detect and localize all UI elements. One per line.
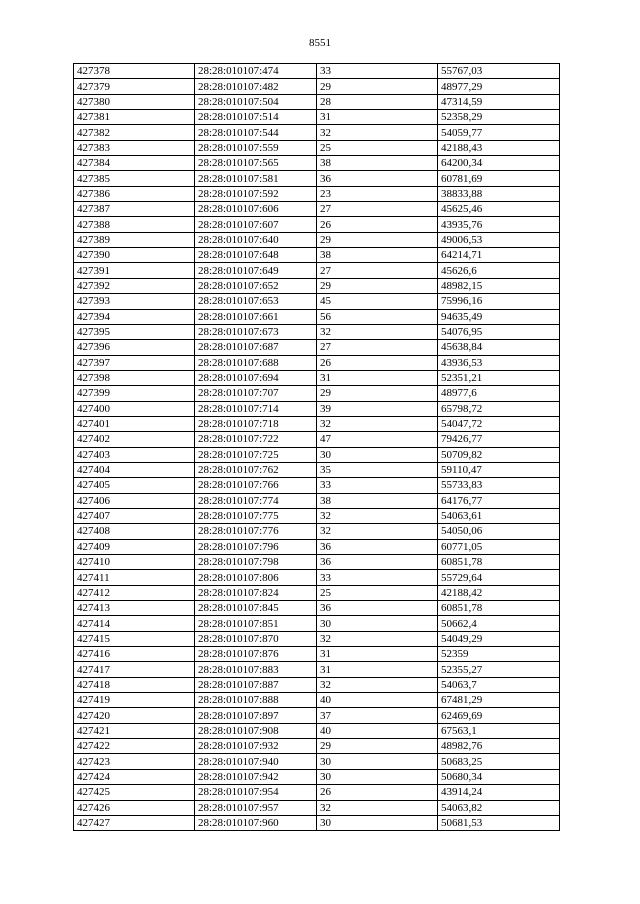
cadastral-number-cell: 28:28:010107:942: [195, 769, 317, 784]
table-row: [74, 263, 560, 278]
cadastral-number-cell: 28:28:010107:718: [195, 416, 317, 431]
area-cell: 31: [317, 662, 438, 677]
cadastral-number-cell: 28:28:010107:851: [195, 616, 317, 631]
area-cell: 31: [317, 647, 438, 662]
cadastral-number-cell: 28:28:010107:653: [195, 294, 317, 309]
value-cell: 52359: [438, 647, 560, 662]
area-cell: 31: [317, 110, 438, 125]
table-row: [74, 815, 560, 830]
row-number-cell: 427404: [74, 462, 195, 477]
value-cell: 52355,27: [438, 662, 560, 677]
row-number-cell: 427385: [74, 171, 195, 186]
value-cell: 94635,49: [438, 309, 560, 324]
area-cell: 29: [317, 79, 438, 94]
value-cell: 75996,16: [438, 294, 560, 309]
cadastral-number-cell: 28:28:010107:661: [195, 309, 317, 324]
table-row: [74, 186, 560, 201]
cadastral-number-cell: 28:28:010107:652: [195, 278, 317, 293]
area-cell: 26: [317, 217, 438, 232]
row-number-cell: 427378: [74, 64, 195, 79]
value-cell: 64176,77: [438, 493, 560, 508]
row-number-cell: 427394: [74, 309, 195, 324]
value-cell: 50662,4: [438, 616, 560, 631]
row-number-cell: 427390: [74, 248, 195, 263]
row-number-cell: 427383: [74, 140, 195, 155]
table-row: [74, 248, 560, 263]
cadastral-number-cell: 28:28:010107:887: [195, 677, 317, 692]
value-cell: 54063,61: [438, 508, 560, 523]
area-cell: 32: [317, 631, 438, 646]
cadastral-number-cell: 28:28:010107:504: [195, 94, 317, 109]
table-row: [74, 769, 560, 784]
table-row: [74, 647, 560, 662]
cadastral-number-cell: 28:28:010107:824: [195, 585, 317, 600]
area-cell: 32: [317, 508, 438, 523]
area-cell: 32: [317, 800, 438, 815]
value-cell: 48982,76: [438, 739, 560, 754]
table-row: [74, 539, 560, 554]
cadastral-number-cell: 28:28:010107:766: [195, 478, 317, 493]
cadastral-number-cell: 28:28:010107:957: [195, 800, 317, 815]
row-number-cell: 427386: [74, 186, 195, 201]
cadastral-number-cell: 28:28:010107:707: [195, 386, 317, 401]
area-cell: 37: [317, 708, 438, 723]
cadastral-number-cell: 28:28:010107:776: [195, 524, 317, 539]
value-cell: 60851,78: [438, 601, 560, 616]
row-number-cell: 427399: [74, 386, 195, 401]
value-cell: 65798,72: [438, 401, 560, 416]
table-row: [74, 693, 560, 708]
row-number-cell: 427408: [74, 524, 195, 539]
row-number-cell: 427397: [74, 355, 195, 370]
value-cell: 43935,76: [438, 217, 560, 232]
table-row: [74, 555, 560, 570]
area-cell: 47: [317, 432, 438, 447]
row-number-cell: 427419: [74, 693, 195, 708]
area-cell: 40: [317, 693, 438, 708]
area-cell: 38: [317, 156, 438, 171]
area-cell: 30: [317, 754, 438, 769]
area-cell: 30: [317, 616, 438, 631]
area-cell: 31: [317, 370, 438, 385]
value-cell: 64200,34: [438, 156, 560, 171]
cadastral-number-cell: 28:28:010107:514: [195, 110, 317, 125]
value-cell: 67481,29: [438, 693, 560, 708]
cadastral-number-cell: 28:28:010107:845: [195, 601, 317, 616]
value-cell: 50681,53: [438, 815, 560, 830]
area-cell: 33: [317, 64, 438, 79]
cadastral-number-cell: 28:28:010107:960: [195, 815, 317, 830]
row-number-cell: 427420: [74, 708, 195, 723]
row-number-cell: 427387: [74, 202, 195, 217]
table-row: [74, 370, 560, 385]
value-cell: 47314,59: [438, 94, 560, 109]
cadastral-number-cell: 28:28:010107:954: [195, 785, 317, 800]
cadastral-number-cell: 28:28:010107:897: [195, 708, 317, 723]
cadastral-number-cell: 28:28:010107:722: [195, 432, 317, 447]
value-cell: 54050,06: [438, 524, 560, 539]
area-cell: 27: [317, 202, 438, 217]
table-row: [74, 601, 560, 616]
table-row: [74, 493, 560, 508]
table-row: [74, 524, 560, 539]
row-number-cell: 427426: [74, 800, 195, 815]
area-cell: 29: [317, 386, 438, 401]
area-cell: 26: [317, 355, 438, 370]
value-cell: 59110,47: [438, 462, 560, 477]
value-cell: 42188,42: [438, 585, 560, 600]
value-cell: 67563,1: [438, 723, 560, 738]
cadastral-number-cell: 28:28:010107:876: [195, 647, 317, 662]
value-cell: 60771,05: [438, 539, 560, 554]
area-cell: 33: [317, 570, 438, 585]
table-row: [74, 294, 560, 309]
area-cell: 36: [317, 555, 438, 570]
cadastral-number-cell: 28:28:010107:581: [195, 171, 317, 186]
area-cell: 32: [317, 677, 438, 692]
cadastral-number-cell: 28:28:010107:798: [195, 555, 317, 570]
row-number-cell: 427403: [74, 447, 195, 462]
row-number-cell: 427395: [74, 324, 195, 339]
table-row: [74, 401, 560, 416]
area-cell: 27: [317, 263, 438, 278]
value-cell: 54063,82: [438, 800, 560, 815]
value-cell: 49006,53: [438, 232, 560, 247]
table-row: [74, 616, 560, 631]
cadastral-number-cell: 28:28:010107:940: [195, 754, 317, 769]
cadastral-number-cell: 28:28:010107:870: [195, 631, 317, 646]
area-cell: 45: [317, 294, 438, 309]
table-row: [74, 723, 560, 738]
page-number: 8551: [309, 37, 331, 49]
value-cell: 43914,24: [438, 785, 560, 800]
row-number-cell: 427381: [74, 110, 195, 125]
row-number-cell: 427414: [74, 616, 195, 631]
table-row: [74, 64, 560, 79]
table-row: [74, 447, 560, 462]
value-cell: 52358,29: [438, 110, 560, 125]
area-cell: 32: [317, 324, 438, 339]
table-row: [74, 140, 560, 155]
row-number-cell: 427396: [74, 340, 195, 355]
value-cell: 55767,03: [438, 64, 560, 79]
cadastral-number-cell: 28:28:010107:888: [195, 693, 317, 708]
row-number-cell: 427405: [74, 478, 195, 493]
value-cell: 50683,25: [438, 754, 560, 769]
row-number-cell: 427418: [74, 677, 195, 692]
value-cell: 54063,7: [438, 677, 560, 692]
row-number-cell: 427379: [74, 79, 195, 94]
table-row: [74, 309, 560, 324]
data-table: [73, 63, 560, 831]
value-cell: 54059,77: [438, 125, 560, 140]
row-number-cell: 427384: [74, 156, 195, 171]
table-row: [74, 355, 560, 370]
area-cell: 30: [317, 447, 438, 462]
area-cell: 40: [317, 723, 438, 738]
table-row: [74, 156, 560, 171]
row-number-cell: 427402: [74, 432, 195, 447]
cadastral-number-cell: 28:28:010107:607: [195, 217, 317, 232]
value-cell: 60851,78: [438, 555, 560, 570]
area-cell: 29: [317, 739, 438, 754]
cadastral-number-cell: 28:28:010107:796: [195, 539, 317, 554]
area-cell: 38: [317, 493, 438, 508]
cadastral-number-cell: 28:28:010107:725: [195, 447, 317, 462]
cadastral-number-cell: 28:28:010107:775: [195, 508, 317, 523]
value-cell: 45626,6: [438, 263, 560, 278]
table-row: [74, 462, 560, 477]
table-row: [74, 94, 560, 109]
table-row: [74, 171, 560, 186]
area-cell: 29: [317, 232, 438, 247]
cadastral-number-cell: 28:28:010107:673: [195, 324, 317, 339]
cadastral-number-cell: 28:28:010107:714: [195, 401, 317, 416]
row-number-cell: 427411: [74, 570, 195, 585]
table-row: [74, 478, 560, 493]
row-number-cell: 427413: [74, 601, 195, 616]
cadastral-number-cell: 28:28:010107:688: [195, 355, 317, 370]
area-cell: 33: [317, 478, 438, 493]
cadastral-number-cell: 28:28:010107:762: [195, 462, 317, 477]
area-cell: 38: [317, 248, 438, 263]
table-row: [74, 432, 560, 447]
value-cell: 50680,34: [438, 769, 560, 784]
cadastral-number-cell: 28:28:010107:687: [195, 340, 317, 355]
value-cell: 42188,43: [438, 140, 560, 155]
value-cell: 55729,64: [438, 570, 560, 585]
table-row: [74, 677, 560, 692]
value-cell: 54047,72: [438, 416, 560, 431]
table-row: [74, 278, 560, 293]
area-cell: 25: [317, 585, 438, 600]
table-row: [74, 570, 560, 585]
area-cell: 30: [317, 769, 438, 784]
table-row: [74, 324, 560, 339]
value-cell: 79426,77: [438, 432, 560, 447]
table-row: [74, 416, 560, 431]
row-number-cell: 427422: [74, 739, 195, 754]
table-row: [74, 125, 560, 140]
area-cell: 23: [317, 186, 438, 201]
row-number-cell: 427382: [74, 125, 195, 140]
row-number-cell: 427398: [74, 370, 195, 385]
area-cell: 25: [317, 140, 438, 155]
row-number-cell: 427380: [74, 94, 195, 109]
area-cell: 30: [317, 815, 438, 830]
row-number-cell: 427389: [74, 232, 195, 247]
table-row: [74, 340, 560, 355]
value-cell: 62469,69: [438, 708, 560, 723]
table-row: [74, 232, 560, 247]
cadastral-number-cell: 28:28:010107:606: [195, 202, 317, 217]
area-cell: 36: [317, 539, 438, 554]
row-number-cell: 427391: [74, 263, 195, 278]
cadastral-number-cell: 28:28:010107:559: [195, 140, 317, 155]
table-row: [74, 631, 560, 646]
table-row: [74, 79, 560, 94]
row-number-cell: 427424: [74, 769, 195, 784]
row-number-cell: 427400: [74, 401, 195, 416]
table-row: [74, 708, 560, 723]
value-cell: 45638,84: [438, 340, 560, 355]
row-number-cell: 427416: [74, 647, 195, 662]
area-cell: 28: [317, 94, 438, 109]
cadastral-number-cell: 28:28:010107:908: [195, 723, 317, 738]
value-cell: 60781,69: [438, 171, 560, 186]
table-row: [74, 739, 560, 754]
row-number-cell: 427409: [74, 539, 195, 554]
row-number-cell: 427415: [74, 631, 195, 646]
area-cell: 29: [317, 278, 438, 293]
cadastral-number-cell: 28:28:010107:640: [195, 232, 317, 247]
area-cell: 32: [317, 524, 438, 539]
row-number-cell: 427423: [74, 754, 195, 769]
area-cell: 36: [317, 171, 438, 186]
table-row: [74, 754, 560, 769]
area-cell: 36: [317, 601, 438, 616]
area-cell: 39: [317, 401, 438, 416]
table-row: [74, 585, 560, 600]
value-cell: 43936,53: [438, 355, 560, 370]
table-row: [74, 110, 560, 125]
row-number-cell: 427412: [74, 585, 195, 600]
row-number-cell: 427401: [74, 416, 195, 431]
value-cell: 54049,29: [438, 631, 560, 646]
table-row: [74, 386, 560, 401]
value-cell: 54076,95: [438, 324, 560, 339]
row-number-cell: 427406: [74, 493, 195, 508]
area-cell: 56: [317, 309, 438, 324]
table-row: [74, 785, 560, 800]
value-cell: 38833,88: [438, 186, 560, 201]
row-number-cell: 427392: [74, 278, 195, 293]
cadastral-number-cell: 28:28:010107:592: [195, 186, 317, 201]
cadastral-number-cell: 28:28:010107:544: [195, 125, 317, 140]
area-cell: 35: [317, 462, 438, 477]
row-number-cell: 427417: [74, 662, 195, 677]
cadastral-number-cell: 28:28:010107:482: [195, 79, 317, 94]
table-row: [74, 217, 560, 232]
value-cell: 50709,82: [438, 447, 560, 462]
cadastral-number-cell: 28:28:010107:774: [195, 493, 317, 508]
area-cell: 27: [317, 340, 438, 355]
value-cell: 55733,83: [438, 478, 560, 493]
value-cell: 45625,46: [438, 202, 560, 217]
row-number-cell: 427421: [74, 723, 195, 738]
cadastral-number-cell: 28:28:010107:932: [195, 739, 317, 754]
table-row: [74, 800, 560, 815]
value-cell: 52351,21: [438, 370, 560, 385]
table-row: [74, 202, 560, 217]
cadastral-number-cell: 28:28:010107:806: [195, 570, 317, 585]
cadastral-number-cell: 28:28:010107:883: [195, 662, 317, 677]
row-number-cell: 427388: [74, 217, 195, 232]
value-cell: 48982,15: [438, 278, 560, 293]
area-cell: 32: [317, 416, 438, 431]
value-cell: 64214,71: [438, 248, 560, 263]
cadastral-number-cell: 28:28:010107:474: [195, 64, 317, 79]
row-number-cell: 427407: [74, 508, 195, 523]
cadastral-number-cell: 28:28:010107:694: [195, 370, 317, 385]
row-number-cell: 427393: [74, 294, 195, 309]
cadastral-number-cell: 28:28:010107:565: [195, 156, 317, 171]
cadastral-number-cell: 28:28:010107:649: [195, 263, 317, 278]
area-cell: 32: [317, 125, 438, 140]
cadastral-number-cell: 28:28:010107:648: [195, 248, 317, 263]
row-number-cell: 427410: [74, 555, 195, 570]
table-body: [74, 64, 560, 831]
table-row: [74, 662, 560, 677]
table-row: [74, 508, 560, 523]
row-number-cell: 427427: [74, 815, 195, 830]
value-cell: 48977,29: [438, 79, 560, 94]
value-cell: 48977,6: [438, 386, 560, 401]
area-cell: 26: [317, 785, 438, 800]
row-number-cell: 427425: [74, 785, 195, 800]
